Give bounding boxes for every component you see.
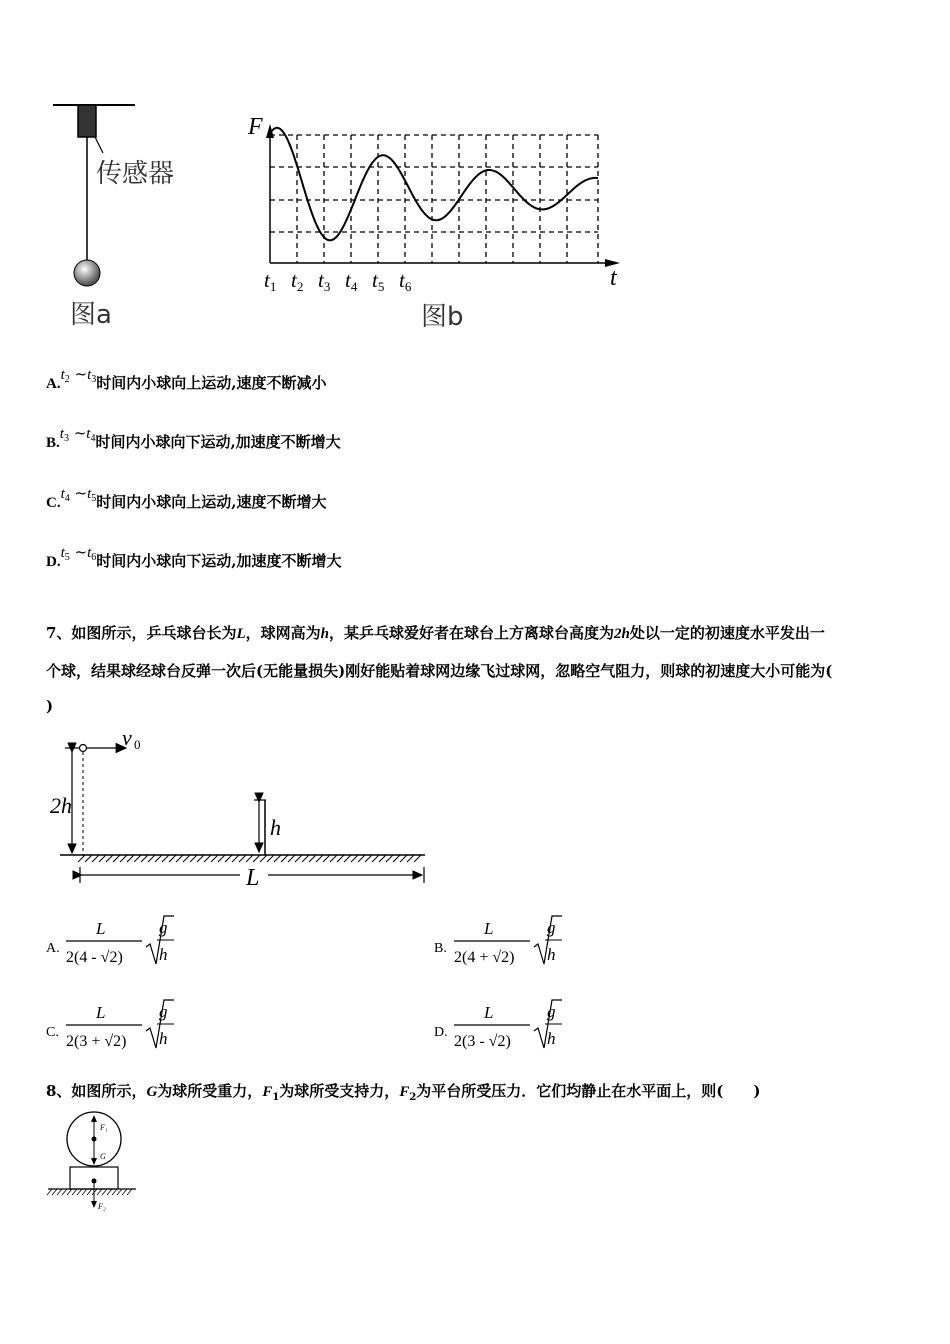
hatch-line — [47, 1189, 52, 1195]
L-label: L — [246, 865, 260, 891]
q6-option-d[interactable] — [46, 543, 342, 572]
root-numerator: g — [547, 918, 556, 937]
hatch-line — [57, 1189, 62, 1195]
fraction-denominator: 2(3 - √2) — [454, 1033, 511, 1050]
q7-figure — [40, 725, 440, 895]
hatch-line — [183, 855, 190, 862]
hatch-line — [274, 855, 281, 862]
option-formula — [434, 912, 634, 972]
hatch-line — [120, 855, 127, 862]
sensor-pointer — [95, 137, 103, 153]
figure-b-graph — [240, 110, 640, 300]
option-label: B. — [434, 941, 447, 956]
hatch-line — [365, 855, 372, 862]
hatch-line — [141, 855, 148, 862]
hatch-line — [295, 855, 302, 862]
time-tick-labels — [264, 268, 412, 294]
tick-label-t2: t2 — [291, 268, 304, 294]
root-denominator: h — [159, 945, 168, 964]
option-formula — [46, 912, 246, 972]
hatch-line — [99, 855, 106, 862]
table-hatching — [78, 855, 421, 862]
hatch-line — [414, 855, 421, 862]
time-from: $t_4$ — [60, 486, 70, 504]
sensor-block — [78, 105, 96, 137]
tilde: ~ — [69, 543, 88, 561]
fraction-denominator: 2(3 + √2) — [66, 1033, 127, 1050]
hatch-line — [211, 855, 218, 862]
hatch-line — [407, 855, 414, 862]
hatch-line — [260, 855, 267, 862]
graph-grid — [270, 135, 598, 263]
ground-hatching — [47, 1189, 132, 1195]
ball — [74, 260, 100, 286]
root-numerator: g — [159, 1002, 168, 1021]
hatch-line — [232, 855, 239, 862]
q7-option-d[interactable] — [434, 996, 634, 1056]
fraction-numerator: L — [96, 919, 106, 938]
ball-start — [80, 745, 87, 752]
hatch-line — [107, 1189, 112, 1195]
q7-option-a[interactable] — [46, 912, 246, 972]
v0-subscript: 0 — [134, 737, 141, 752]
option-label: D. — [46, 554, 61, 570]
q7-line1: 7、如图所示，乒乓球台长为L，球网高为h，某乒乓球爱好者在球台上方离球台高度为2h处以一定的初速度水平发出一 — [46, 624, 825, 642]
option-label: C. — [46, 495, 61, 511]
fraction-numerator: L — [484, 919, 494, 938]
hatch-line — [218, 855, 225, 862]
fraction-numerator: L — [96, 1003, 106, 1022]
hatch-line — [62, 1189, 67, 1195]
hatch-line — [52, 1189, 57, 1195]
tick-label-t6: t6 — [399, 268, 412, 294]
hatch-line — [102, 1189, 107, 1195]
v0-label: v — [122, 725, 132, 750]
option-label: B. — [46, 435, 60, 451]
q7-option-c[interactable] — [46, 996, 246, 1056]
option-formula — [46, 996, 246, 1056]
x-axis-label: t — [610, 265, 617, 291]
tick-label-t3: t3 — [318, 268, 331, 294]
time-from: $t_3$ — [59, 426, 69, 444]
F2-label: F₂ — [98, 1202, 106, 1211]
hatch-line — [309, 855, 316, 862]
q8-stem: 8、如图所示，G为球所受重力，$F_1$为球所受支持力，$F_2$为平台所受压力．它们均静止在水平面上，则( ) — [46, 1082, 761, 1103]
two-h-label: 2h — [50, 793, 72, 818]
hatch-line — [127, 1189, 132, 1195]
hatch-line — [92, 855, 99, 862]
q6-option-a[interactable] — [46, 365, 327, 394]
figure-a — [45, 95, 205, 335]
hatch-line — [197, 855, 204, 862]
hatch-line — [400, 855, 407, 862]
hatch-line — [85, 855, 92, 862]
hatch-line — [337, 855, 344, 862]
option-label: C. — [46, 1025, 59, 1040]
hatch-line — [82, 1189, 87, 1195]
q8-figure — [40, 1105, 150, 1220]
hatch-line — [372, 855, 379, 862]
hatch-line — [97, 1189, 102, 1195]
tick-label-t5: t5 — [372, 268, 385, 294]
tilde: ~ — [69, 484, 88, 502]
hatch-line — [162, 855, 169, 862]
hatch-line — [78, 855, 85, 862]
hatch-line — [316, 855, 323, 862]
figure-a-caption: 图a — [70, 300, 112, 330]
hatch-line — [323, 855, 330, 862]
option-label: D. — [434, 1025, 448, 1040]
hatch-line — [393, 855, 400, 862]
fraction-denominator: 2(4 - √2) — [66, 949, 123, 966]
q7-line3: ) — [46, 697, 54, 715]
root-numerator: g — [159, 918, 168, 937]
hatch-line — [67, 1189, 72, 1195]
option-text: 时间内小球向上运动,速度不断增大 — [96, 493, 327, 511]
hatch-line — [72, 1189, 77, 1195]
hatch-line — [225, 855, 232, 862]
hatch-line — [87, 1189, 92, 1195]
hatch-line — [148, 855, 155, 862]
q7-line2: 个球，结果球经球台反弹一次后(无能量损失)刚好能贴着球网边缘飞过球网，忽略空气阻力，则球的初速度大小可能为( — [46, 662, 833, 680]
hatch-line — [246, 855, 253, 862]
hatch-line — [117, 1189, 122, 1195]
time-from: $t_2$ — [60, 367, 70, 385]
F1-label: F₁ — [100, 1123, 108, 1132]
hatch-line — [351, 855, 358, 862]
tilde: ~ — [68, 424, 87, 442]
F2-arrowhead — [91, 1201, 97, 1208]
hatch-line — [288, 855, 295, 862]
option-formula — [434, 996, 634, 1056]
hatch-line — [127, 855, 134, 862]
hatch-line — [302, 855, 309, 862]
hatch-line — [267, 855, 274, 862]
figure-b-caption: 图b — [421, 302, 464, 332]
hatch-line — [330, 855, 337, 862]
hatch-line — [253, 855, 260, 862]
root-denominator: h — [159, 1029, 168, 1048]
net-h-label: h — [270, 815, 281, 840]
hatch-line — [344, 855, 351, 862]
option-text: 时间内小球向上运动,速度不断减小 — [96, 374, 327, 392]
root-denominator: h — [547, 1029, 556, 1048]
tick-label-t1: t1 — [264, 268, 277, 294]
fraction-denominator: 2(4 + √2) — [454, 949, 515, 966]
hatch-line — [113, 855, 120, 862]
hatch-line — [134, 855, 141, 862]
hatch-line — [169, 855, 176, 862]
hatch-line — [281, 855, 288, 862]
fraction-numerator: L — [484, 1003, 494, 1022]
hatch-line — [358, 855, 365, 862]
option-label: A. — [46, 941, 60, 956]
q7-option-b[interactable] — [434, 912, 634, 972]
G-label: G — [100, 1152, 106, 1161]
hatch-line — [155, 855, 162, 862]
root-denominator: h — [547, 945, 556, 964]
time-to: $t_6$ — [87, 545, 97, 563]
q6-option-c[interactable] — [46, 484, 327, 513]
hatch-line — [122, 1189, 127, 1195]
option-text: 时间内小球向下运动,加速度不断增大 — [96, 552, 342, 570]
option-text: 时间内小球向下运动,加速度不断增大 — [95, 433, 341, 451]
hatch-line — [386, 855, 393, 862]
tilde: ~ — [69, 365, 88, 383]
sensor-label: 传感器 — [96, 159, 175, 189]
hatch-line — [106, 855, 113, 862]
force-curve — [270, 128, 598, 240]
hatch-line — [77, 1189, 82, 1195]
hatch-line — [204, 855, 211, 862]
hatch-line — [239, 855, 246, 862]
hatch-line — [379, 855, 386, 862]
time-from: $t_5$ — [60, 545, 70, 563]
q6-option-b[interactable] — [46, 424, 341, 453]
root-numerator: g — [547, 1002, 556, 1021]
hatch-line — [190, 855, 197, 862]
hatch-line — [176, 855, 183, 862]
time-to: $t_5$ — [87, 486, 97, 504]
time-to: $t_4$ — [86, 426, 96, 444]
tick-label-t4: t4 — [345, 268, 358, 294]
y-axis-label: F — [248, 114, 263, 140]
time-to: $t_3$ — [87, 367, 97, 385]
hatch-line — [112, 1189, 117, 1195]
option-label: A. — [46, 376, 61, 392]
